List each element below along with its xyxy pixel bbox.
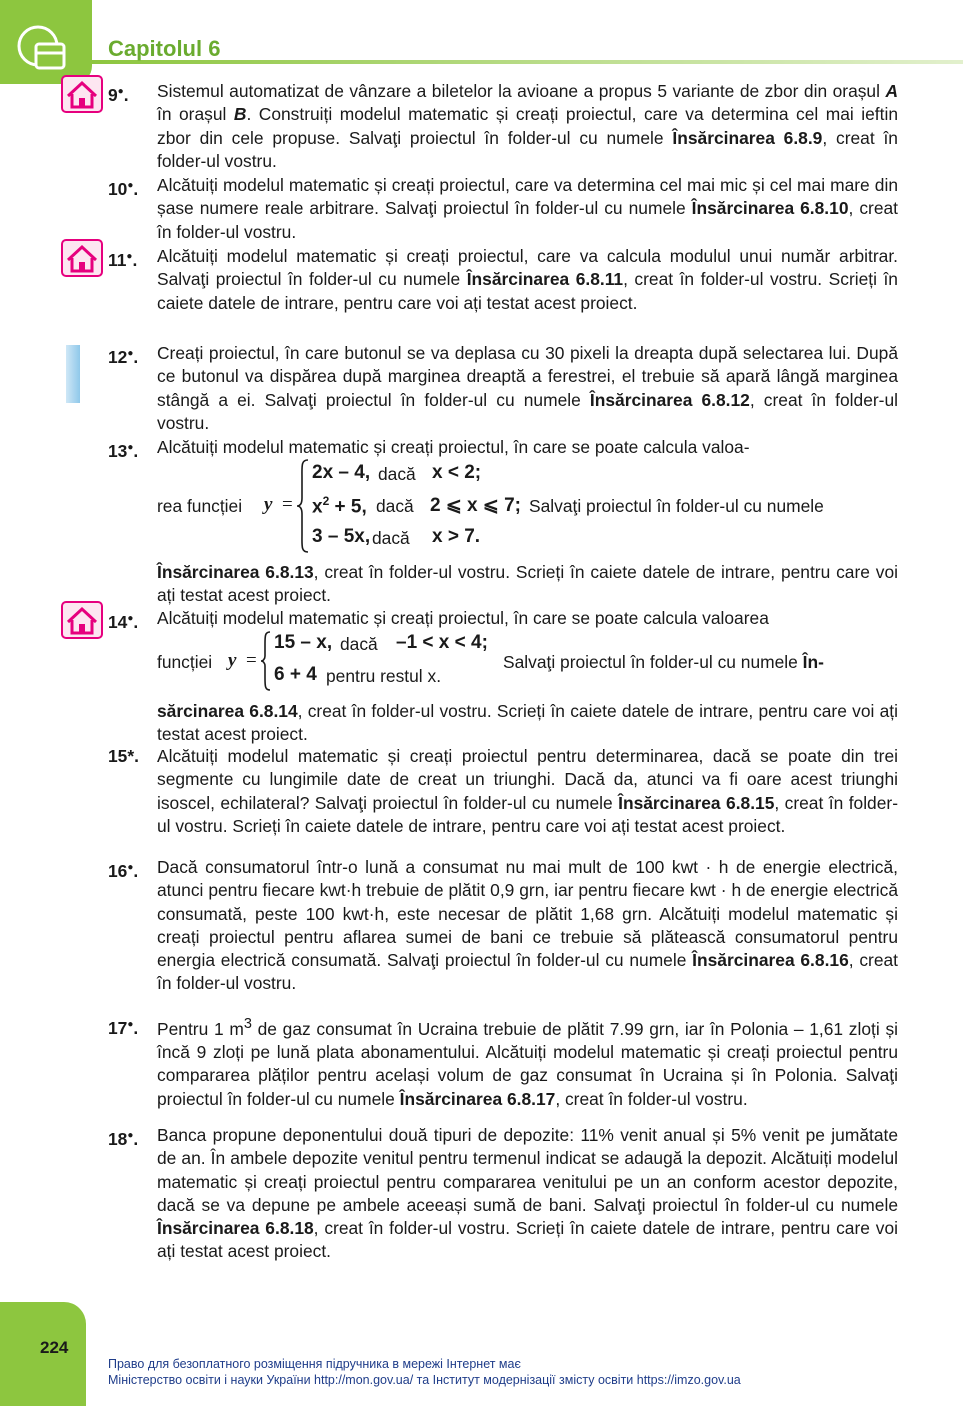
margin-marker-bar [66, 345, 80, 403]
task-15 [108, 745, 898, 838]
task-12 [108, 342, 898, 435]
task-text: Sistemul automatizat de vânzare a biletelor la avioane a propus 5 variante de zbor din orașul A în orașul B. Construiți modelul matematic și creați proiectul, care va determina cel mai ieftin zbor din cele propuse. Salvaţi proiectul în folder-ul cu numele Însărcinarea 6.8.9, creat în folder-ul vostru. [157, 81, 898, 171]
task-text: Alcătuiți modelul matematic și creați proiectul, care va calcula modulul unui număr arbitrar. Salvaţi proiectul în folder-ul cu numele Însărcinarea 6.8.11, creat în folder-ul vostru. Scrieți în caiete datele de intrare, pentru care voi ați testat acest proiect. [157, 246, 898, 313]
case-2-word: pentru restul x. [326, 666, 442, 686]
home-task-icon [60, 74, 104, 114]
task-text: Alcătuiți modelul matematic și creați proiectul, în care se poate calcula valoarea [157, 608, 769, 628]
header-rule [92, 60, 963, 64]
case-2-word: dacă [376, 496, 414, 516]
case-2-expression: $x^2 + 5$, [312, 494, 367, 518]
task-13-continued [108, 561, 898, 608]
case-3-condition: x > 7. [432, 526, 481, 547]
chapter-title: Capitolul 6 [108, 36, 221, 61]
case-1-word: dacă [378, 464, 416, 484]
task-9 [108, 80, 898, 173]
case-1-condition: x < 2; [432, 462, 482, 483]
task-text: Alcătuiți modelul matematic și creați proiectul, în care se poate calcula valoa- [157, 437, 750, 457]
formula-equals: = [282, 494, 293, 515]
task-16 [108, 856, 898, 996]
case-1-word: dacă [340, 634, 378, 654]
home-task-icon [60, 600, 104, 640]
task-number: 12●. [108, 346, 139, 367]
task-number: 11●. [108, 249, 138, 270]
home-task-icon [60, 238, 104, 278]
task-13-continuation: , creat în folder-ul vostru. Scrieți în caiete datele de intrare, pentru care voi ați testat acest proiect. [157, 562, 898, 606]
case-2-expression: 6 + 4 [274, 664, 317, 685]
task-number: 10●. [108, 178, 139, 199]
task-18 [108, 1124, 898, 1264]
case-1-expression: 15 – x, [274, 632, 333, 653]
footer-line-2: Міністерство освіти і науки України http://mon.gov.ua/ та Інститут модернізації змісту освіти https://imzo.gov.ua [108, 1373, 741, 1387]
task-text: Alcătuiți modelul matematic și creați proiectul pentru determinarea, dacă se poate din trei segmente cu lungimile date de creat un triunghi. Dacă da, atunci va fi oare acest triunghi isoscel, echilateral? Salvaţi proiectul în folder-ul cu numele Însărcinarea 6.8.15, creat în folder-ul vostru. Scrieți în caiete datele de intrare, pentru care voi ați testat acest proiect. [157, 746, 898, 836]
case-2-condition: 2 ⩽ x ⩽ 7; [430, 495, 521, 516]
task-number: 17●. [108, 1017, 139, 1038]
task-14-continued [108, 700, 898, 747]
task-13-folder: Însărcinarea 6.8.13 [157, 562, 314, 582]
task-14-folder: sărcinarea 6.8.14 [157, 701, 298, 721]
case-3-word: dacă [372, 528, 410, 548]
case-1-condition: –1 < x < 4; [396, 632, 488, 653]
formula-equals: = [246, 650, 257, 671]
task-text: Pentru 1 $m^3$ de gaz consumat în Ucraina trebuie de plătit 7.99 grn, iar în Polonia – 1,61 zloți și încă 9 zloți pe lună plata abonamentului. Alcătuiți modelul matematic și creați proiectul pentru compararea plăților pentru același volum de gaz consumat în Ucraina și în Polonia. Salvaţi proiectul în folder-ul cu numele Însărcinarea 6.8.17, creat în folder-ul vostru. [157, 1016, 898, 1109]
task-14-continuation: , creat în folder-ul vostru. Scrieți în caiete datele de intrare, pentru care voi ați testat acest proiect. [157, 701, 898, 745]
formula-trailing-text: Salvaţi proiectul în folder-ul cu numele În- [503, 652, 824, 672]
case-3-expression: 3 – 5x, [312, 526, 371, 547]
task-number: 16●. [108, 860, 139, 881]
footer-line-1: Право для безоплатного розміщення підручника в мережі Інтернет має [108, 1357, 521, 1371]
formula-trailing-text: Salvaţi proiectul în folder-ul cu numele [529, 496, 824, 516]
task-13 [108, 436, 898, 459]
left-brace-icon [260, 630, 272, 692]
task-text: Banca propune deponentului două tipuri de depozite: 11% venit anual și 5% venit pe jumătate de an. În ambele depozite venitul pentru termenul indicat se adaugă la depozit. Alcătuiți modelul matematic și creați proiectul pentru compararea venitului pe un an conform acestor depozite, dacă se va depune pe ambele aceeași sumă de bani. Salvaţi proiectul în folder-ul cu numele Însărcinarea 6.8.18, creat în folder-ul vostru. Scrieți în caiete datele de intrare, pentru care voi ați testat acest proiect. [157, 1125, 898, 1262]
chapter-corner-icon [14, 22, 68, 76]
task-number: 13●. [108, 440, 139, 461]
formula-lead: funcției [157, 652, 213, 672]
left-brace-icon [296, 458, 310, 554]
formula-lead: rea funcției [157, 496, 243, 516]
task-number: 18●. [108, 1128, 139, 1149]
task-text: Dacă consumatorul într-o lună a consumat nu mai mult de 100 kwt · h de energie electrică, atunci pentru fiecare kwt·h trebuie de plătit 0,9 grn, iar pentru fiecare kwt · h de energie electrică consumată, peste 100 kwt·h, este necesar de plătit 1,68 grn. Alcătuiți modelul matematic și creați proiectul pentru aflarea sumei de bani ce trebuie să plătească consumatorul pentru energia electrică consumată. Salvaţi proiectul în folder-ul cu numele Însărcinarea 6.8.16, creat în folder-ul vostru. [157, 857, 898, 994]
task-number: 14●. [108, 611, 139, 632]
task-text: Alcătuiți modelul matematic și creați proiectul, care va determina cel mai mic și cel mai mare din șase numere reale arbitrare. Salvaţi proiectul în folder-ul cu numele Însărcinarea 6.8.10, creat în folder-ul vostru. [157, 175, 898, 242]
task-number: 9●. [108, 84, 129, 105]
task-17 [108, 1013, 898, 1111]
task-10 [108, 174, 898, 244]
task-11 [108, 245, 898, 315]
page-number: 224 [40, 1338, 69, 1357]
formula-variable: y [264, 494, 273, 515]
task-text: Creați proiectul, în care butonul se va deplasa cu 30 pixeli la dreapta după selectarea lui. După ce butonul va dispărea după marginea dreaptă a ferestrei, el trebuie să apară lângă marginea stângă a ei. Salvaţi proiectul în folder-ul cu numele Însărcinarea 6.8.12, creat în folder-ul vostru. [157, 343, 898, 433]
footer-notice [108, 1356, 741, 1388]
task-number: 15*. [108, 746, 139, 766]
task-14 [108, 607, 898, 630]
case-1-expression: 2x – 4, [312, 462, 371, 483]
formula-variable: y [228, 650, 237, 671]
